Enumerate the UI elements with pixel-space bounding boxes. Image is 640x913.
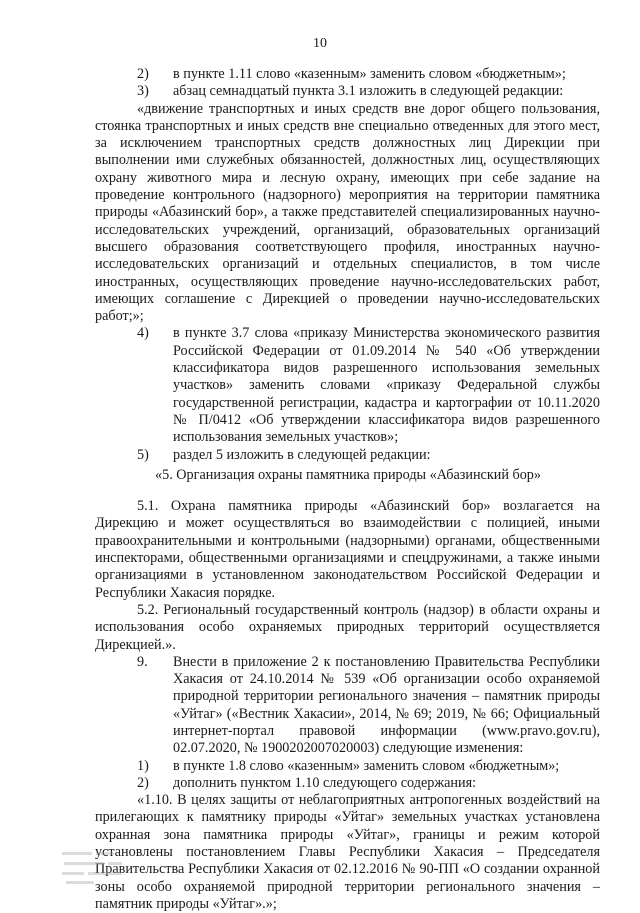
section-heading: «5. Организация охраны памятника природы «Абазинский бор»	[155, 466, 541, 483]
paragraph: 5.2. Региональный государственный контроль (надзор) в области охраны и использования особо охраняемых природных территорий осуществляется Дирекцией.».	[95, 601, 600, 653]
item-number: 1)	[137, 757, 149, 774]
item-number: 4)	[137, 325, 149, 342]
document-body	[95, 66, 600, 913]
paragraph: «движение транспортных и иных средств вне дорог общего пользования, стоянка транспортных и иных средств вне специально отведенных для этого мест, за исключением транспортных средств должностных лиц Дирекции при выполнении ими служебных обязанностей, должностных лиц, осуществляющих охрану животного мира и лесную охрану, имеющих при себе задание на проведение контрольного (надзорного) мероприятия на территории памятника природы «Абазинский бор», а также представителей специализированных научно-исследовательских учреждений, организаций, образовательных организаций высшего образования соответствующего профиля, иностранных научно-исследовательских организаций и отдельных специалистов, в том числе иностранных, осуществляющих проведение научно-исследовательских работ, имеющих соглашение с Дирекцией о проведении научно-исследовательских работ;»;	[95, 100, 600, 325]
item-text: в пункте 1.8 слово «казенным» заменить словом «бюджетным»;	[173, 757, 560, 774]
faded-stamp-mark	[60, 848, 150, 888]
list-item	[95, 66, 600, 83]
item-text: дополнить пунктом 1.10 следующего содержания:	[173, 774, 477, 791]
list-item	[95, 83, 600, 100]
item-number: 5)	[137, 446, 149, 463]
item-number: 2)	[137, 774, 149, 791]
list-item	[95, 758, 600, 775]
item-text: абзац семнадцатый пункта 3.1 изложить в следующей редакции:	[173, 83, 564, 100]
item-text: в пункте 1.11 слово «казенным» заменить словом «бюджетным»;	[173, 66, 566, 82]
list-item	[95, 775, 600, 792]
item-number: 9.	[137, 653, 148, 670]
item-text: раздел 5 изложить в следующей редакции:	[173, 446, 431, 463]
page-number: 10	[313, 36, 327, 51]
item-text: Внести в приложение 2 к постановлению Правительства Республики Хакасия от 24.10.2014 № 539 «Об организации особо охраняемой природной территории регионального значения – памятник природы «Уйтаг» («Вестник Хакасии», 2014, № 69; 2019, № 66; Официальный интернет-портал правовой информации (www.pravo.gov.ru), 02.07.2020, № 1900202007020003) следующие изменения:	[173, 653, 600, 757]
item-number: 2)	[137, 66, 149, 82]
paragraph: 5.1. Охрана памятника природы «Абазинский бор» возлагается на Дирекцию и может осуществляться во взаимодействии с полицией, иными правоохранительными и контрольными (надзорными) органами, общественными инспекторами, общественными организациями и спецдружинами, а также иными организациями в установленном законодательством Российской Федерации и Республики Хакасия порядке.	[95, 498, 600, 601]
list-item	[95, 325, 600, 446]
list-item	[95, 447, 600, 464]
list-item	[95, 654, 600, 758]
item-text: в пункте 3.7 слова «приказу Министерства экономического развития Российской Федерации от 01.09.2014 № 540 «Об утверждении классификатора видов разрешенного использования земельных участков» заменить словами «приказу Федеральной службы государственной регистрации, кадастра и картографии от 10.11.2020 № П/0412 «Об утверждении классификатора видов разрешенного использования земельных участков»;	[173, 325, 600, 446]
item-number: 3)	[137, 83, 149, 100]
paragraph: «1.10. В целях защиты от неблагоприятных антропогенных воздействий на прилегающих к памятнику природы «Уйтаг» земельных участках установлена охранная зона памятника природы «Уйтаг», границы и режим которой установлены постановлением Главы Республики Хакасия – Председателя Правительства Республики Хакасия от 02.12.2016 № 90-ПП «О создании охранной зоны особо охраняемой природной территории регионального значения – памятник природы «Уйтаг».»;	[95, 792, 600, 912]
